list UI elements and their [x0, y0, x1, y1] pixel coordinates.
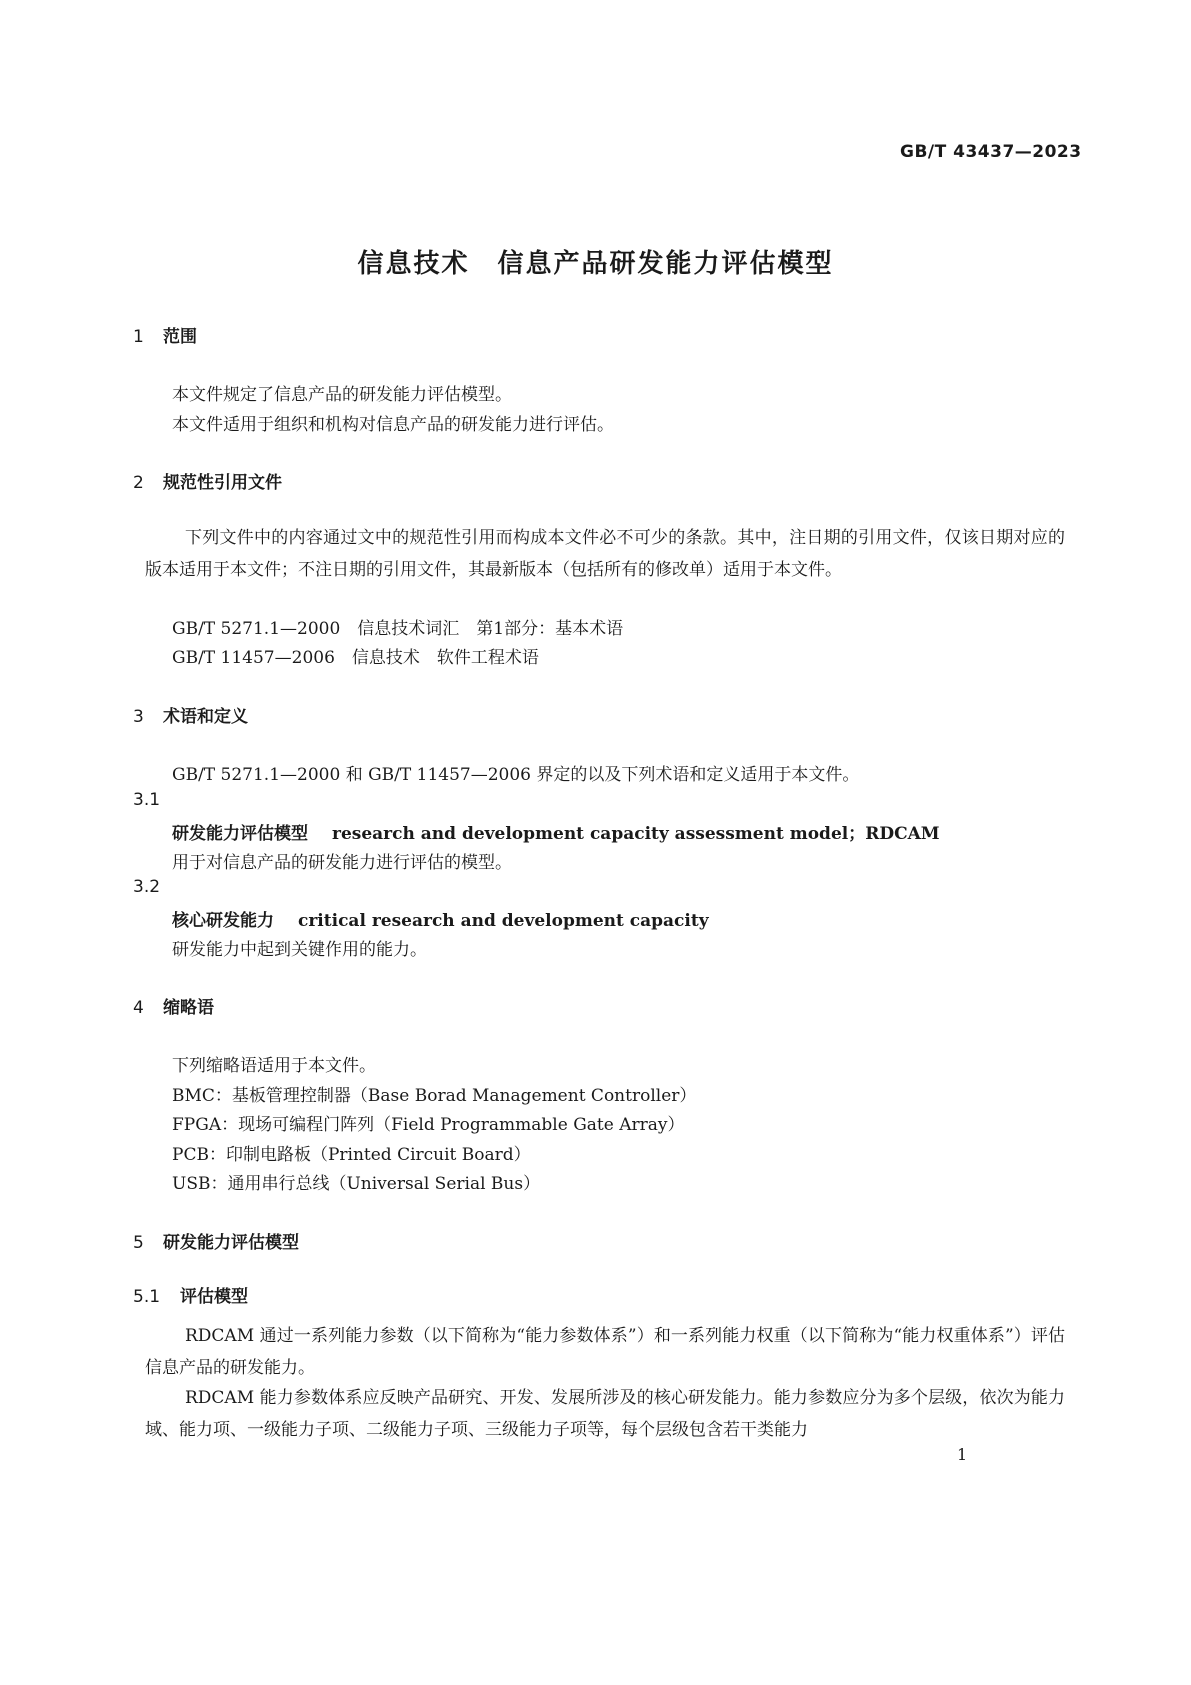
section-4-heading [133, 993, 214, 1018]
section-number: 5.1 [133, 1287, 161, 1307]
term-en: research and development capacity assessment model；RDCAM [332, 824, 940, 844]
s5-1-paragraph-1: RDCAM 通过一系列能力参数（以下简称为“能力参数体系”）和一系列能力权重（以下简称为“能力权重体系”）评估信息产品的研发能力。 [145, 1326, 1065, 1378]
section-5-heading [133, 1228, 299, 1253]
section-title: 范围 [163, 327, 197, 347]
section-number: 2 [133, 473, 144, 493]
abbreviation-item: PCB：印制电路板（Printed Circuit Board） [172, 1145, 531, 1165]
section-number: 5 [133, 1233, 144, 1253]
section-3-heading [133, 702, 248, 727]
term-3-1-number: 3.1 [133, 790, 161, 810]
section-title: 缩略语 [163, 998, 214, 1018]
section-title: 评估模型 [180, 1287, 248, 1307]
section-title: 术语和定义 [163, 707, 248, 727]
section-title: 规范性引用文件 [163, 473, 282, 493]
term-3-1-definition: 用于对信息产品的研发能力进行评估的模型。 [172, 853, 512, 873]
section-2-heading [133, 468, 282, 493]
s1-paragraph-1: 本文件规定了信息产品的研发能力评估模型。 [172, 385, 512, 405]
section-1-heading [133, 322, 197, 347]
section-number: 4 [133, 998, 144, 1018]
abbreviation-item: FPGA：现场可编程门阵列（Field Programmable Gate Array） [172, 1115, 685, 1135]
section-number: 1 [133, 327, 144, 347]
term-cn: 研发能力评估模型 [172, 824, 308, 844]
term-3-2 [172, 906, 709, 931]
term-3-2-number: 3.2 [133, 877, 161, 897]
normative-reference-2: GB/T 11457—2006 信息技术 软件工程术语 [172, 648, 539, 668]
s5-1-paragraph-2: RDCAM 能力参数体系应反映产品研究、开发、发展所涉及的核心研发能力。能力参数应分为多个层级，依次为能力域、能力项、一级能力子项、二级能力子项、三级能力子项等，每个层级包含若干类能力 [145, 1388, 1065, 1440]
abbreviation-item: BMC：基板管理控制器（Base Borad Management Controller） [172, 1086, 697, 1106]
s4-intro: 下列缩略语适用于本文件。 [172, 1056, 376, 1076]
s1-paragraph-2: 本文件适用于组织和机构对信息产品的研发能力进行评估。 [172, 415, 614, 435]
term-3-2-definition: 研发能力中起到关键作用的能力。 [172, 940, 427, 960]
s2-paragraph: 下列文件中的内容通过文中的规范性引用而构成本文件必不可少的条款。其中，注日期的引用文件，仅该日期对应的版本适用于本文件；不注日期的引用文件，其最新版本（包括所有的修改单）适用于本文件。 [145, 528, 1065, 580]
term-en: critical research and development capacity [298, 911, 709, 931]
section-5-1-heading [133, 1282, 248, 1307]
section-title: 研发能力评估模型 [163, 1233, 299, 1253]
normative-reference-1: GB/T 5271.1—2000 信息技术词汇 第1部分：基本术语 [172, 619, 624, 639]
page-number: 1 [957, 1445, 968, 1464]
document-title: 信息技术 信息产品研发能力评估模型 [357, 249, 834, 279]
s3-intro: GB/T 5271.1—2000 和 GB/T 11457—2006 界定的以及下列术语和定义适用于本文件。 [172, 765, 860, 785]
section-number: 3 [133, 707, 144, 727]
abbreviation-item: USB：通用串行总线（Universal Serial Bus） [172, 1174, 541, 1194]
standard-number: GB/T 43437—2023 [900, 142, 1082, 162]
term-cn: 核心研发能力 [172, 911, 274, 931]
term-3-1 [172, 819, 940, 844]
